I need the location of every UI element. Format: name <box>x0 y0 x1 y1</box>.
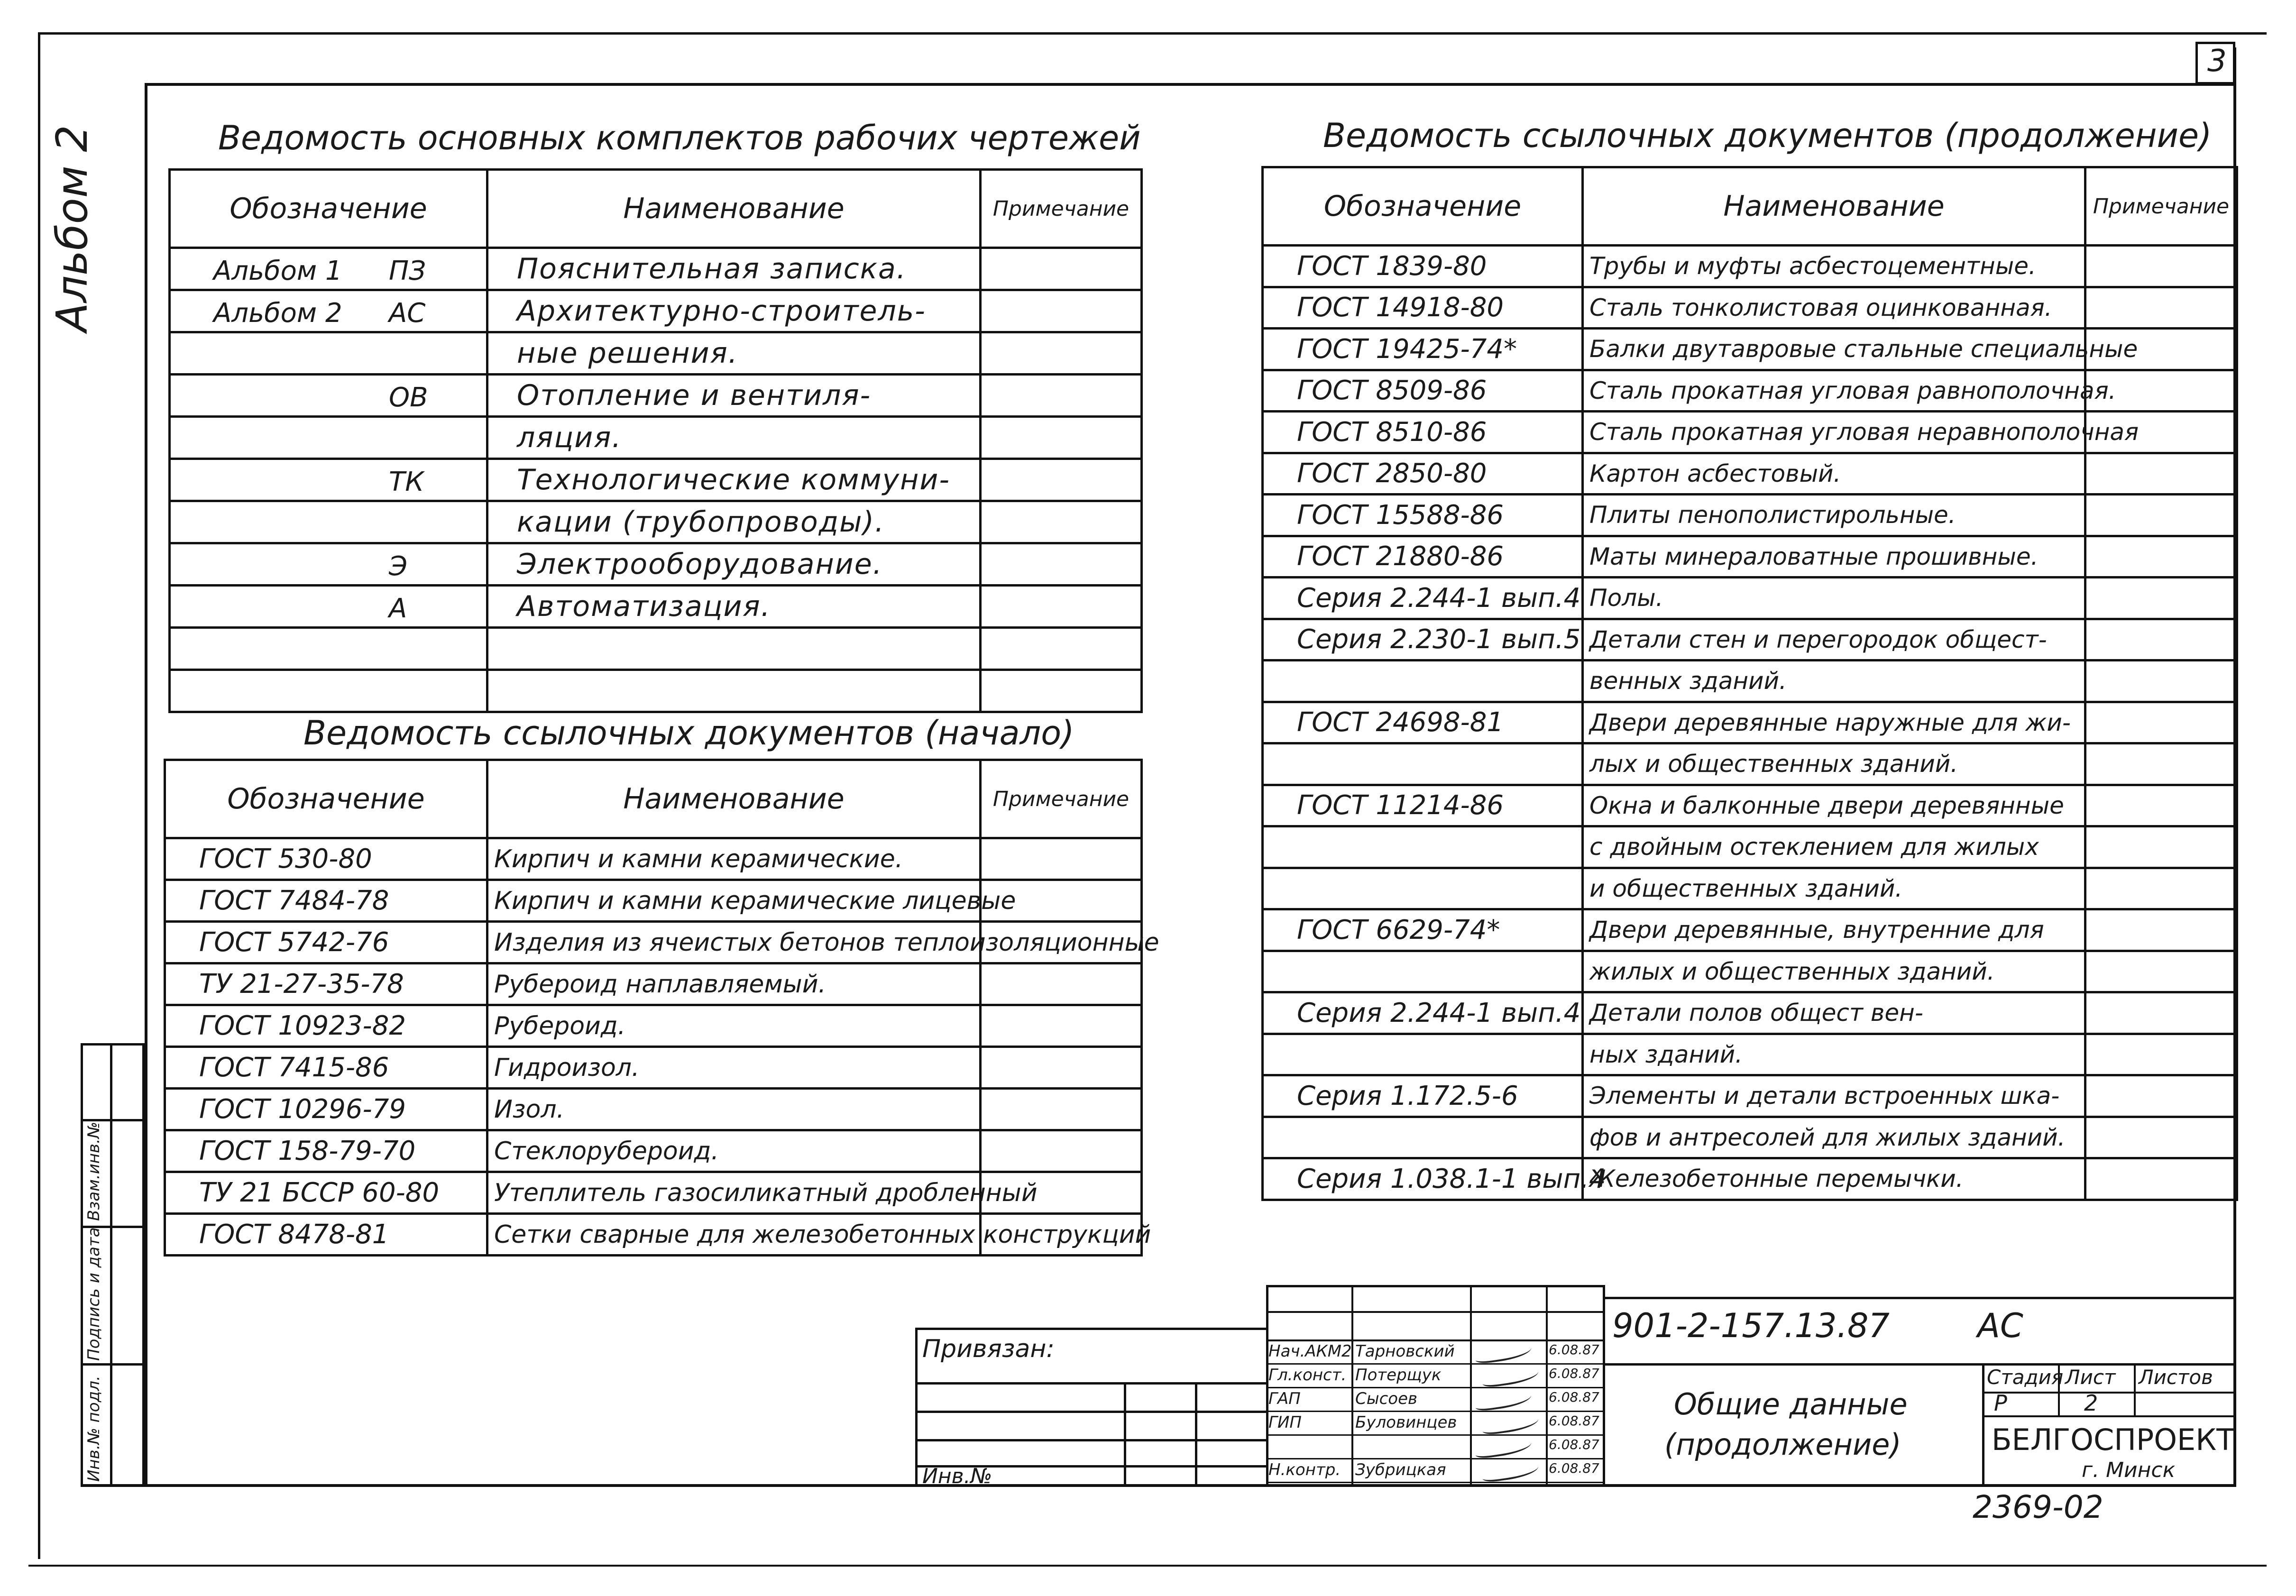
doc-mark: АС <box>1977 1306 2023 1345</box>
inv-no-label: Инв.№ <box>922 1464 992 1488</box>
table-row <box>165 1089 1142 1130</box>
t1-code-cell <box>170 628 487 670</box>
org-name: БЕЛГОСПРОЕКТ <box>1992 1422 2235 1457</box>
stamp-replace-label: Взам.инв.№ <box>84 1121 103 1221</box>
t3-note-cell <box>2085 660 2237 702</box>
t2-code: ГОСТ 530-80 <box>165 838 487 880</box>
table-row <box>170 670 1142 712</box>
t2-note-cell <box>981 1130 1142 1172</box>
t2-code: ТУ 21-27-35-78 <box>165 963 487 1005</box>
t1-code: ПЗ <box>389 256 426 286</box>
t1-code: Э <box>389 551 408 582</box>
table-row <box>1263 536 2237 578</box>
bottom-number: 2369-02 <box>1973 1489 2103 1525</box>
t3-note-cell <box>2085 1117 2237 1158</box>
t3-code: Серия 2.230-1 вып.5 <box>1263 619 1583 660</box>
t3-name: Элементы и детали встроенных шка- <box>1583 1075 2085 1117</box>
t2-name: Гидроизол. <box>487 1047 981 1089</box>
t1-name: ные решения. <box>487 332 981 375</box>
t1-note-cell <box>981 375 1142 417</box>
t1-name: кации (трубопроводы). <box>487 501 981 543</box>
t1-name: ляция. <box>487 417 981 459</box>
table-row <box>170 248 1142 290</box>
table-row <box>1263 743 2237 785</box>
t3-code <box>1263 660 1583 702</box>
table-row <box>1263 453 2237 495</box>
t2-code: ТУ 21 БССР 60-80 <box>165 1172 487 1214</box>
t2-header-name: Наименование <box>487 760 981 838</box>
table-row <box>1263 287 2237 329</box>
table-row <box>1263 785 2237 826</box>
table2-title: Ведомость ссылочных документов (начало) <box>303 714 1075 752</box>
signer-name: Буловинцев <box>1355 1413 1457 1432</box>
t1-code-cell <box>170 501 487 543</box>
t3-note-cell <box>2085 536 2237 578</box>
t1-code: АС <box>389 298 426 329</box>
t3-name: Трубы и муфты асбестоцементные. <box>1583 246 2085 287</box>
t3-code: ГОСТ 19425-74* <box>1263 329 1583 370</box>
signer-row-line <box>1266 1434 1603 1436</box>
t3-note-cell <box>2085 246 2237 287</box>
t3-code: ГОСТ 1839-80 <box>1263 246 1583 287</box>
t3-code <box>1263 743 1583 785</box>
table-row <box>170 459 1142 501</box>
t1-name: Технологические коммуни- <box>487 459 981 501</box>
t1-code: А <box>389 593 407 624</box>
t1-name: Пояснительная записка. <box>487 248 981 290</box>
table-row <box>165 838 1142 880</box>
outer-left-line <box>38 32 40 1559</box>
stage-label: Стадия <box>1987 1366 2064 1389</box>
t3-code: Серия 2.244-1 вып.4 <box>1263 578 1583 619</box>
table-row <box>1263 868 2237 909</box>
signer-role: Нач.АКМ2 <box>1268 1342 1352 1361</box>
table-row <box>165 1047 1142 1089</box>
t3-note-cell <box>2085 702 2237 743</box>
table-row <box>170 375 1142 417</box>
signer-role: ГАП <box>1268 1389 1301 1408</box>
side-album-label: Альбом 2 <box>47 125 97 332</box>
table-row <box>1263 619 2237 660</box>
inner-frame-left <box>145 83 147 1486</box>
table-row <box>1263 412 2237 453</box>
signer-row-line <box>1266 1387 1603 1388</box>
sheets-label: Листов <box>2139 1366 2213 1389</box>
table-row <box>165 1130 1142 1172</box>
table2 <box>164 759 1143 839</box>
t3-code: ГОСТ 14918-80 <box>1263 287 1583 329</box>
table-row <box>1263 1117 2237 1158</box>
t1-code-cell <box>170 417 487 459</box>
table-row <box>165 1005 1142 1047</box>
t3-code: ГОСТ 24698-81 <box>1263 702 1583 743</box>
t1-name <box>487 628 981 670</box>
t3-code <box>1263 1117 1583 1158</box>
t3-note-cell <box>2085 619 2237 660</box>
t3-name: жилых и общественных зданий. <box>1583 951 2085 992</box>
signer-date: 6.08.87 <box>1549 1437 1599 1452</box>
t3-note-cell <box>2085 1034 2237 1075</box>
sheet-corner-number: 3 <box>2207 44 2227 79</box>
t3-code <box>1263 1034 1583 1075</box>
t1-note-cell <box>981 501 1142 543</box>
t3-name: фов и антресолей для жилых зданий. <box>1583 1117 2085 1158</box>
signer-date: 6.08.87 <box>1549 1342 1599 1358</box>
table-row <box>1263 702 2237 743</box>
t3-note-cell <box>2085 495 2237 536</box>
table-row <box>1263 495 2237 536</box>
t3-name: венных зданий. <box>1583 660 2085 702</box>
signer-row-line <box>1266 1363 1603 1365</box>
t2-name: Изол. <box>487 1089 981 1130</box>
signer-date: 6.08.87 <box>1549 1413 1599 1429</box>
table-row <box>1263 1158 2237 1200</box>
t3-body <box>1261 244 2238 1201</box>
t3-code: ГОСТ 21880-86 <box>1263 536 1583 578</box>
t2-name: Утеплитель газосиликатный дробленный <box>487 1172 981 1214</box>
t3-name: Полы. <box>1583 578 2085 619</box>
t2-code: ГОСТ 7415-86 <box>165 1047 487 1089</box>
t2-code: ГОСТ 7484-78 <box>165 880 487 922</box>
t3-note-cell <box>2085 826 2237 868</box>
t1-note-cell <box>981 670 1142 712</box>
t3-note-cell <box>2085 785 2237 826</box>
t3-note-cell <box>2085 578 2237 619</box>
t3-code: ГОСТ 2850-80 <box>1263 453 1583 495</box>
t1-note-cell <box>981 628 1142 670</box>
table-row <box>1263 660 2237 702</box>
signer-date: 6.08.87 <box>1549 1366 1599 1381</box>
t2-name: Стеклорубероид. <box>487 1130 981 1172</box>
signer-row-line <box>1266 1458 1603 1459</box>
outer-bottom-line <box>28 1565 2267 1567</box>
t3-name: и общественных зданий. <box>1583 868 2085 909</box>
t3-name: Картон асбестовый. <box>1583 453 2085 495</box>
sheet-title-1: Общие данные <box>1674 1387 1908 1422</box>
table-row <box>1263 246 2237 287</box>
t3-note-cell <box>2085 287 2237 329</box>
t3-code: Серия 1.038.1-1 вып.4 <box>1263 1158 1583 1200</box>
signer-row-line <box>1266 1482 1603 1483</box>
table-row <box>1263 370 2237 412</box>
t1-code-cell <box>170 290 487 332</box>
t2-name: Рубероид наплавляемый. <box>487 963 981 1005</box>
signer-role: Н.контр. <box>1268 1460 1341 1479</box>
table-row <box>1263 826 2237 868</box>
sheet-title-2: (продолжение) <box>1664 1427 1901 1462</box>
t3-name: Двери деревянные наружные для жи- <box>1583 702 2085 743</box>
t3-name: Балки двутавровые стальные специальные <box>1583 329 2085 370</box>
t1-name: Отопление и вентиля- <box>487 375 981 417</box>
table-row <box>170 628 1142 670</box>
t3-note-cell <box>2085 453 2237 495</box>
t3-code: Серия 2.244-1 вып.4 <box>1263 992 1583 1034</box>
t3-code: ГОСТ 8510-86 <box>1263 412 1583 453</box>
t1-note-cell <box>981 332 1142 375</box>
sheet-value: 2 <box>2084 1390 2098 1416</box>
t3-name: Железобетонные перемычки. <box>1583 1158 2085 1200</box>
t3-code <box>1263 826 1583 868</box>
t2-note-cell <box>981 838 1142 880</box>
privyazan-label: Привязан: <box>922 1335 1055 1363</box>
t1-album: Альбом 2 <box>213 298 342 329</box>
table-row <box>1263 1034 2237 1075</box>
t2-note-cell <box>981 1005 1142 1047</box>
left-stamp <box>81 1043 145 1486</box>
t3-name: Двери деревянные, внутренние для <box>1583 909 2085 951</box>
t3-name: Сталь прокатная угловая равнополочная. <box>1583 370 2085 412</box>
table-row <box>1263 329 2237 370</box>
table-row <box>165 1214 1142 1256</box>
table-row <box>170 586 1142 628</box>
t2-code: ГОСТ 158-79-70 <box>165 1130 487 1172</box>
table-row <box>165 963 1142 1005</box>
stage-value: Р <box>1994 1390 2007 1416</box>
signer-row-line <box>1266 1411 1603 1412</box>
t1-code: ОВ <box>389 382 428 413</box>
t1-note-cell <box>981 417 1142 459</box>
table1 <box>168 168 1143 249</box>
t3-name: с двойным остеклением для жилых <box>1583 826 2085 868</box>
table-row <box>1263 1075 2237 1117</box>
t1-note-cell <box>981 586 1142 628</box>
signer-role: ГИП <box>1268 1413 1302 1432</box>
t3-header-name: Наименование <box>1583 167 2085 246</box>
org-city: г. Минск <box>2082 1458 2176 1482</box>
t1-album: Альбом 1 <box>213 256 342 286</box>
stamp-sign-label: Подпись и дата <box>84 1227 103 1361</box>
t2-code: ГОСТ 8478-81 <box>165 1214 487 1256</box>
t1-header-name: Наименование <box>487 170 981 248</box>
t3-name: Плиты пенополистирольные. <box>1583 495 2085 536</box>
t3-name: Детали полов общест вен- <box>1583 992 2085 1034</box>
t1-header-code: Обозначение <box>170 170 487 248</box>
t3-code <box>1263 868 1583 909</box>
t1-code-cell <box>170 459 487 501</box>
t3-code: ГОСТ 11214-86 <box>1263 785 1583 826</box>
t1-name: Электрооборудование. <box>487 543 981 586</box>
table3 <box>1261 166 2238 247</box>
t3-code: ГОСТ 8509-86 <box>1263 370 1583 412</box>
outer-top-line <box>38 32 2267 35</box>
t3-name: ных зданий. <box>1583 1034 2085 1075</box>
t2-name: Изделия из ячеистых бетонов теплоизоляционные <box>487 922 981 963</box>
t2-header-note: Примечание <box>981 760 1142 838</box>
t3-note-cell <box>2085 743 2237 785</box>
t1-code-cell <box>170 543 487 586</box>
t1-code-cell <box>170 670 487 712</box>
t2-note-cell <box>981 1047 1142 1089</box>
t3-note-cell <box>2085 1075 2237 1117</box>
t2-name: Кирпич и камни керамические. <box>487 838 981 880</box>
table-row <box>170 501 1142 543</box>
t1-code-cell <box>170 332 487 375</box>
signer-name: Потерщук <box>1355 1366 1442 1385</box>
table3-title: Ведомость ссылочных документов (продолжение) <box>1323 116 2212 155</box>
t1-name <box>487 670 981 712</box>
t1-body <box>168 247 1143 713</box>
t3-note-cell <box>2085 868 2237 909</box>
t1-code-cell <box>170 248 487 290</box>
t3-name: Сталь прокатная угловая неравнополочная <box>1583 412 2085 453</box>
signer-role: Гл.конст. <box>1268 1366 1347 1385</box>
signer-name: Тарновский <box>1355 1342 1455 1361</box>
t1-code: ТК <box>389 467 424 497</box>
t3-name: Детали стен и перегородок общест- <box>1583 619 2085 660</box>
t3-code: Серия 1.172.5-6 <box>1263 1075 1583 1117</box>
t3-code: ГОСТ 6629-74* <box>1263 909 1583 951</box>
t3-name: лых и общественных зданий. <box>1583 743 2085 785</box>
table1-title: Ведомость основных комплектов рабочих чертежей <box>218 119 1141 157</box>
t1-note-cell <box>981 543 1142 586</box>
t3-note-cell <box>2085 992 2237 1034</box>
t1-note-cell <box>981 459 1142 501</box>
t2-note-cell <box>981 963 1142 1005</box>
table-row <box>1263 992 2237 1034</box>
t3-note-cell <box>2085 909 2237 951</box>
t3-code <box>1263 951 1583 992</box>
t1-name: Автоматизация. <box>487 586 981 628</box>
table-row <box>165 880 1142 922</box>
table-row <box>170 290 1142 332</box>
t3-name: Окна и балконные двери деревянные <box>1583 785 2085 826</box>
t1-header-note: Примечание <box>981 170 1142 248</box>
table-row <box>1263 951 2237 992</box>
t3-name: Маты минераловатные прошивные. <box>1583 536 2085 578</box>
t1-code-cell <box>170 375 487 417</box>
table-row <box>1263 578 2237 619</box>
sheet-label: Лист <box>2065 1366 2116 1389</box>
signer-name: Сысоев <box>1355 1389 1418 1408</box>
t2-code: ГОСТ 10296-79 <box>165 1089 487 1130</box>
t2-name: Рубероид. <box>487 1005 981 1047</box>
t3-code: ГОСТ 15588-86 <box>1263 495 1583 536</box>
t3-note-cell <box>2085 951 2237 992</box>
t2-code: ГОСТ 5742-76 <box>165 922 487 963</box>
t2-note-cell <box>981 1089 1142 1130</box>
t1-name: Архитектурно-строитель- <box>487 290 981 332</box>
signer-date: 6.08.87 <box>1549 1389 1599 1405</box>
t2-name: Кирпич и камни керамические лицевые <box>487 880 981 922</box>
inner-frame-top <box>145 83 2236 86</box>
table-row <box>1263 909 2237 951</box>
table-row <box>170 332 1142 375</box>
table-row <box>165 922 1142 963</box>
t2-header-code: Обозначение <box>165 760 487 838</box>
t2-name: Сетки сварные для железобетонных конструкций <box>487 1214 981 1256</box>
stamp-inv-label: Инв.№ подл. <box>84 1376 103 1482</box>
t2-body <box>164 837 1159 1257</box>
t3-name: Сталь тонколистовая оцинкованная. <box>1583 287 2085 329</box>
t1-note-cell <box>981 248 1142 290</box>
signer-date: 6.08.87 <box>1549 1460 1599 1476</box>
table-row <box>165 1172 1142 1214</box>
doc-code: 901-2-157.13.87 <box>1612 1306 1890 1345</box>
table-row <box>170 543 1142 586</box>
t2-code: ГОСТ 10923-82 <box>165 1005 487 1047</box>
t3-header-code: Обозначение <box>1263 167 1583 246</box>
t3-header-note: Примечание <box>2085 167 2237 246</box>
signer-name: Зубрицкая <box>1355 1460 1446 1479</box>
table-row <box>170 417 1142 459</box>
t3-note-cell <box>2085 1158 2237 1200</box>
t1-code-cell <box>170 586 487 628</box>
t1-note-cell <box>981 290 1142 332</box>
